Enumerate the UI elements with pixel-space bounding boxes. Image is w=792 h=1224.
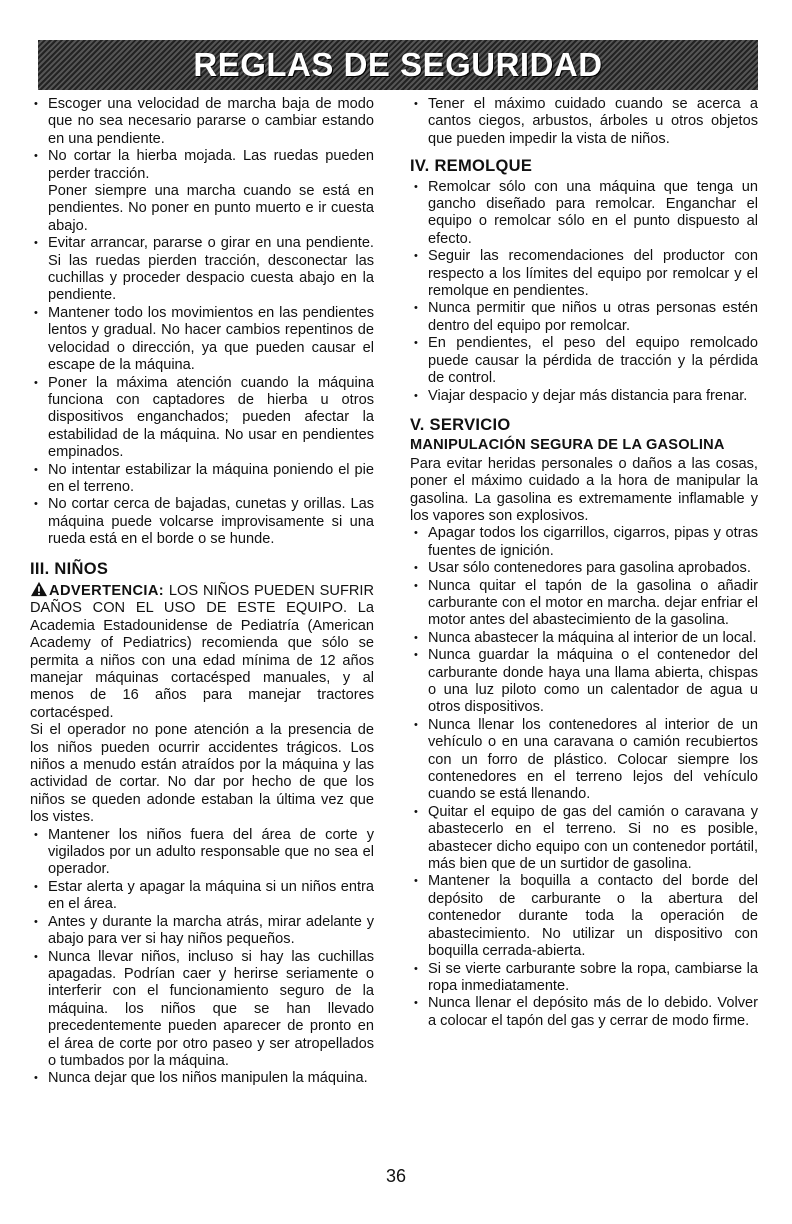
list-item: • Estar alerta y apagar la máquina si un niños entra en el área. xyxy=(30,879,374,914)
list-item: • Usar sólo contenedores para gasolina aprobados. xyxy=(410,560,758,577)
page-title: REGLAS DE SEGURIDAD xyxy=(193,46,603,83)
subheading-gasolina: MANIPULACIÓN SEGURA DE LA GASOLINA xyxy=(410,437,725,454)
list-item-continuation: Poner siempre una marcha cuando se está en pendientes. No poner en punto muerto e ir cuesta abajo. xyxy=(48,183,374,234)
warning-paragraph xyxy=(30,581,374,722)
list-item: • Tener el máximo cuidado cuando se acerca a cantos ciegos, arbustos, árboles u otros objetos que pueden impedir la vista de niños. xyxy=(410,96,758,148)
servicio-bullet-list xyxy=(410,525,758,1030)
section-heading-servicio: V. SERVICIO xyxy=(410,415,511,434)
title-banner xyxy=(38,40,758,90)
list-item: • No cortar la hierba mojada. Las ruedas pueden perder tracción. Poner siempre una marcha cuando se está en pendientes. No poner en punto muerto e ir cuesta abajo. xyxy=(30,148,374,235)
list-item: • Poner la máxima atención cuando la máquina funciona con captadores de hierba u otros dispositivos enganchados; pueden afectar la estabilidad de la máquina. No usar en pendientes empinados. xyxy=(30,375,374,462)
list-item: • Nunca llenar los contenedores al interior de un vehículo o en una caravana o camión recubiertos con un forro de plástico. Colocar siempre los contenedores en el terreno lejos del vehículo cuando se está llenando. xyxy=(410,717,758,804)
list-item: • Quitar el equipo de gas del camión o caravana y abastecerlo en el terreno. Si no es posible, abastecer dicho equipo con un contenedor portátil, más bien que de un surtidor de gasolina. xyxy=(410,804,758,874)
list-item: • Viajar despacio y dejar más distancia para frenar. xyxy=(410,388,758,405)
servicio-intro: Para evitar heridas personales o daños a las cosas, poner el máximo cuidado a la hora de manipular la gasolina. La gasolina es extremamente inflamable y los vapores son explosivos. xyxy=(410,455,758,524)
list-item: • No cortar cerca de bajadas, cunetas y orillas. Las máquina puede volcarse improvisamente si una rueda está en el borde o se hunde. xyxy=(30,496,374,548)
right-column xyxy=(410,96,758,1030)
section-heading-remolque: IV. REMOLQUE xyxy=(410,157,533,176)
list-item: • Mantener todo los movimientos en las pendientes lentos y gradual. No hacer cambios repentinos de velocidad o dirección, ya que pueden causar el escape de la máquina. xyxy=(30,305,374,375)
list-item: • Nunca llevar niños, incluso si hay las cuchillas apagadas. Podrían caer y herirse seriamente o interferir con el funcionamiento seguro de la máquina. los niños que se han llevado precedentemente pueden aparecer de pronto en el área de corte por otro paseo y ser atropellados o tumbados por la máquina. xyxy=(30,949,374,1071)
list-item: • Nunca llenar el depósito más de lo debido. Volver a colocar el tapón del gas y cerrar de modo firme. xyxy=(410,995,758,1030)
ninos-bullet-list xyxy=(30,827,374,1088)
left-column xyxy=(30,96,374,1088)
list-item: • Mantener la boquilla a contacto del borde del depósito de carburante o la abertura del contenedor durante toda la operación de abastecimiento. No utilizar un dispositivo con boquilla cerrada-abierta. xyxy=(410,873,758,960)
list-item: • Nunca quitar el tapón de la gasolina o añadir carburante con el motor en marcha. dejar enfriar el motor antes del abastecimiento de la gasolina. xyxy=(410,578,758,630)
warning-text: LOS NIÑOS PUEDEN SUFRIR DAÑOS CON EL USO DE ESTE EQUIPO. La Academia Estadounidense de Pediatría (American Academy of Pediatrics) recomienda que sólo se permita a niños con una edad mínima de 12 años manejar máquinas cortacésped manuales, y al menos de 16 años para manejar tractores cortacésped. xyxy=(30,582,374,721)
list-item: • Evitar arrancar, pararse o girar en una pendiente. Si las ruedas pierden tracción, desconectar las cuchillas y proceder despacio cuesta abajo en la pendiente. xyxy=(30,235,374,305)
ninos-paragraph: Si el operador no pone atención a la presencia de los niños pueden ocurrir accidentes trágicos. Los niños a menudo están atraídos por la máquina y las actividad de cortar. No dar por hecho de que los niños se queden adonde estaban la última vez que los vistes. xyxy=(30,722,374,826)
section-heading-ninos: III. NIÑOS xyxy=(30,559,109,578)
left-top-bullet-list xyxy=(30,96,374,549)
list-item: • Nunca guardar la máquina o el contenedor del carburante donde haya una llama abierta, chispas o una luz piloto como un calentador de agua u otros dispositivos. xyxy=(410,647,758,717)
list-item: • No intentar estabilizar la máquina poniendo el pie en el terreno. xyxy=(30,462,374,497)
list-item: • Mantener los niños fuera del área de corte y vigilados por un adulto responsable que no sea el operador. xyxy=(30,827,374,879)
warning-triangle-icon xyxy=(30,581,48,597)
remolque-bullet-list xyxy=(410,179,758,405)
page-number: 36 xyxy=(385,1166,407,1186)
list-item: • Seguir las recomendaciones del productor con respecto a los límites del equipo por remolcar y el remolque en pendientes. xyxy=(410,248,758,300)
list-item: • Apagar todos los cigarrillos, cigarros, pipas y otras fuentes de ignición. xyxy=(410,525,758,560)
list-item: • Nunca abastecer la máquina al interior de un local. xyxy=(410,630,758,647)
list-item: • Nunca permitir que niños u otras personas estén dentro del equipo por remolcar. xyxy=(410,300,758,335)
list-item: • Remolcar sólo con una máquina que tenga un gancho diseñado para remolcar. Enganchar el equipo o remolcar sólo en el punto dispuesto al efecto. xyxy=(410,179,758,249)
list-item: • Si se vierte carburante sobre la ropa, cambiarse la ropa inmediatamente. xyxy=(410,961,758,996)
list-item: • Nunca dejar que los niños manipulen la máquina. xyxy=(30,1070,374,1087)
right-top-bullet-list xyxy=(410,96,758,148)
list-item: • En pendientes, el peso del equipo remolcado puede causar la pérdida de tracción y la pérdida de control. xyxy=(410,335,758,387)
list-item: • Escoger una velocidad de marcha baja de modo que no sea necesario pararse o cambiar estando en una pendiente. xyxy=(30,96,374,148)
list-item: • Antes y durante la marcha atrás, mirar adelante y abajo para ver si hay niños pequeños. xyxy=(30,914,374,949)
warning-label: ADVERTENCIA: xyxy=(49,582,165,599)
